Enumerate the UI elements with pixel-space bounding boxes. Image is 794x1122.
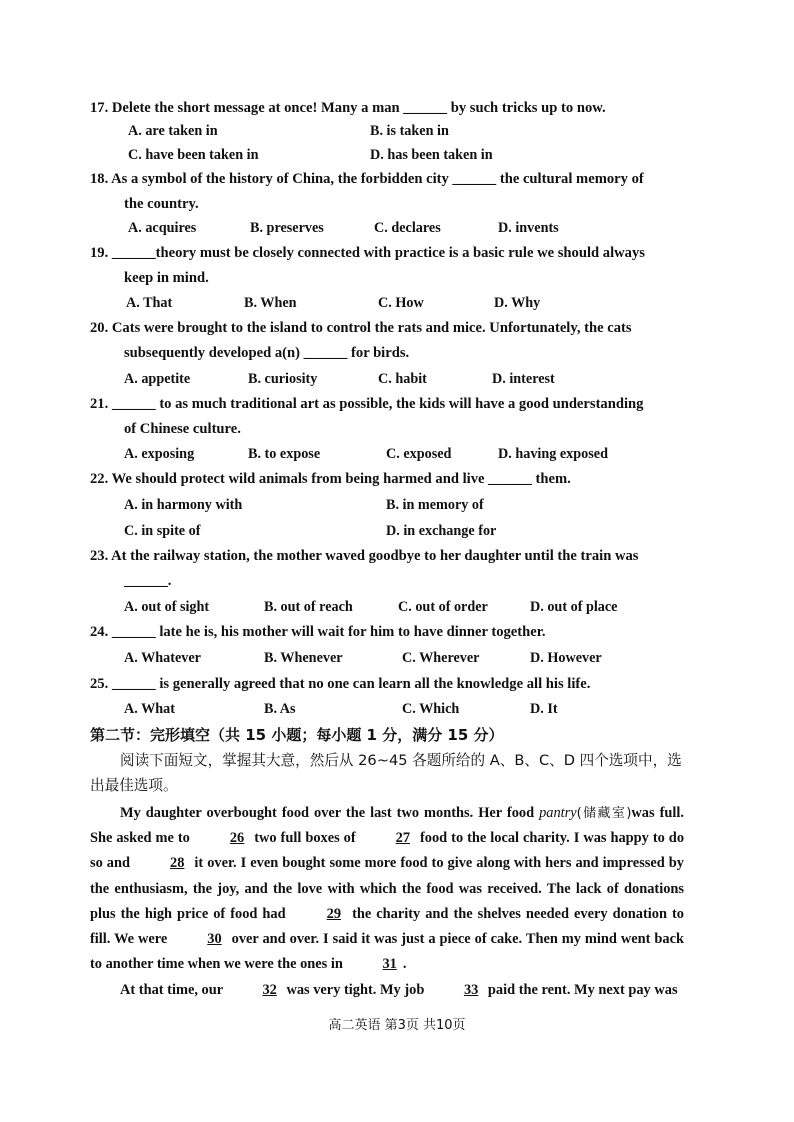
option-d[interactable]: D. However — [530, 650, 602, 666]
question-17-options-row2 — [124, 144, 694, 166]
question-24-options — [124, 647, 694, 669]
blank-30[interactable]: 30 — [207, 931, 222, 948]
question-20 — [90, 316, 690, 366]
option-a[interactable]: A. exposing — [124, 446, 195, 462]
question-text: 23. At the railway station, the mother waved goodbye to her daughter until the train was — [90, 548, 639, 564]
page-footer: 高二英语 第3页 共10页 — [328, 1018, 466, 1033]
question-text: 21. ______ to as much traditional art as possible, the kids will have a good understanding — [90, 396, 644, 412]
blank-28[interactable]: 28 — [170, 855, 185, 872]
question-23 — [90, 544, 690, 594]
option-d[interactable]: D. out of place — [530, 599, 618, 615]
question-22-options-row1 — [124, 494, 694, 516]
option-b[interactable]: B. preserves — [250, 220, 324, 236]
question-18-options — [124, 217, 694, 239]
question-22 — [90, 467, 690, 492]
passage-text: . — [402, 956, 407, 973]
option-a[interactable]: A. Whatever — [124, 650, 201, 666]
option-d[interactable]: D. invents — [498, 220, 559, 236]
question-text-cont: the country. — [124, 196, 199, 212]
question-21-options — [124, 443, 694, 465]
option-a[interactable]: A. appetite — [124, 371, 191, 387]
question-text: 22. We should protect wild animals from being harmed and live ______ them. — [90, 471, 571, 487]
question-text-cont: ______. — [124, 573, 172, 589]
option-b[interactable]: B. Whenever — [264, 650, 343, 666]
question-19 — [90, 241, 690, 291]
blank-29[interactable]: 29 — [326, 905, 342, 922]
question-24 — [90, 620, 690, 645]
section-instruction: 阅读下面短文，掌握其大意，然后从 26~45 各题所给的 A、B、C、D 四个选项中，选出最佳选项。 — [90, 752, 682, 794]
section-title: 第二节：完形填空（共 15 小题；每小题 1 分，满分 15 分） — [90, 726, 504, 744]
question-20-options — [124, 368, 694, 390]
passage-text: was full. She asked me to — [90, 805, 684, 847]
option-b[interactable]: B. to expose — [248, 446, 321, 462]
option-a[interactable]: A. acquires — [128, 220, 197, 236]
option-b[interactable]: B. When — [244, 295, 297, 311]
question-text: 20. Cats were brought to the island to control the rats and mice. Unfortunately, the cats — [90, 320, 632, 336]
question-text: 24. ______ late he is, his mother will wait for him to have dinner together. — [90, 624, 546, 640]
passage-text: At that time, our — [120, 982, 227, 998]
passage-text: paid the rent. My next pay was — [484, 982, 678, 998]
passage-text: food to the local charity. I was happy to do so and — [90, 830, 685, 872]
question-23-options — [124, 596, 694, 618]
question-19-options — [124, 292, 694, 314]
passage-text: was very tight. My job — [282, 982, 428, 998]
passage-text: it over. I even bought some more food to give along with hers and impressed by the enthusiasm, the joy, and the love with which the food was received. The lack of donations plus the high price of food had — [90, 855, 684, 922]
option-c[interactable]: C. How — [378, 295, 424, 311]
blank-32[interactable]: 32 — [262, 982, 277, 998]
option-c[interactable]: C. Wherever — [402, 650, 480, 666]
option-a[interactable]: A. in harmony with — [124, 497, 243, 513]
option-b[interactable]: B. curiosity — [248, 371, 318, 387]
passage-term: pantry — [539, 805, 577, 821]
option-c[interactable]: C. have been taken in — [128, 147, 259, 163]
question-text-cont: of Chinese culture. — [124, 421, 241, 437]
passage-term-gloss: (储藏室) — [576, 806, 632, 821]
blank-26[interactable]: 26 — [229, 830, 245, 847]
option-d[interactable]: D. Why — [494, 295, 541, 311]
passage-text: My daughter overbought food over the last two months. Her food — [120, 805, 540, 821]
option-a[interactable]: A. out of sight — [124, 599, 210, 615]
question-17 — [90, 96, 690, 121]
option-c[interactable]: C. exposed — [386, 446, 452, 462]
option-d[interactable]: D. having exposed — [498, 446, 608, 462]
question-18 — [90, 167, 690, 217]
question-text: 25. ______ is generally agreed that no one can learn all the knowledge all his life. — [90, 676, 591, 692]
option-b[interactable]: B. As — [264, 701, 296, 717]
passage-text: two full boxes of — [250, 830, 360, 847]
option-d[interactable]: D. interest — [492, 371, 555, 387]
option-c[interactable]: C. habit — [378, 371, 427, 387]
blank-31[interactable]: 31 — [382, 956, 397, 973]
question-17-options-row1 — [124, 120, 694, 142]
option-a[interactable]: A. are taken in — [128, 123, 218, 139]
blank-27[interactable]: 27 — [395, 830, 411, 847]
question-text: 18. As a symbol of the history of China, the forbidden city ______ the cultural memory of — [90, 171, 644, 187]
option-d[interactable]: D. has been taken in — [370, 147, 493, 163]
option-c[interactable]: C. declares — [374, 220, 441, 236]
option-c[interactable]: C. in spite of — [124, 523, 201, 539]
passage-text: over and over. I said it was just a piece of cake. Then my mind went back to another time when we were the ones in — [90, 931, 685, 973]
question-text: 19. ______theory must be closely connected with practice is a basic rule we should always — [90, 245, 645, 261]
passage-paragraph-1 — [90, 801, 684, 977]
option-d[interactable]: D. in exchange for — [386, 523, 497, 539]
question-25-options — [124, 698, 694, 720]
option-d[interactable]: D. It — [530, 701, 558, 717]
option-a[interactable]: A. What — [124, 701, 175, 717]
question-21 — [90, 392, 690, 442]
passage-paragraph-2 — [90, 978, 684, 1003]
option-c[interactable]: C. Which — [402, 701, 460, 717]
question-text: 17. Delete the short message at once! Many a man ______ by such tricks up to now. — [90, 100, 606, 116]
option-b[interactable]: B. out of reach — [264, 599, 353, 615]
option-b[interactable]: B. in memory of — [386, 497, 484, 513]
passage-text: the charity and the shelves needed every donation to fill. We were — [90, 905, 684, 948]
question-25 — [90, 672, 690, 697]
question-text-cont: keep in mind. — [124, 270, 209, 286]
option-b[interactable]: B. is taken in — [370, 123, 449, 139]
question-text-cont: subsequently developed a(n) ______ for birds. — [124, 345, 410, 361]
option-c[interactable]: C. out of order — [398, 599, 488, 615]
question-22-options-row2 — [124, 520, 694, 542]
option-a[interactable]: A. That — [126, 295, 173, 311]
blank-33[interactable]: 33 — [463, 982, 479, 998]
